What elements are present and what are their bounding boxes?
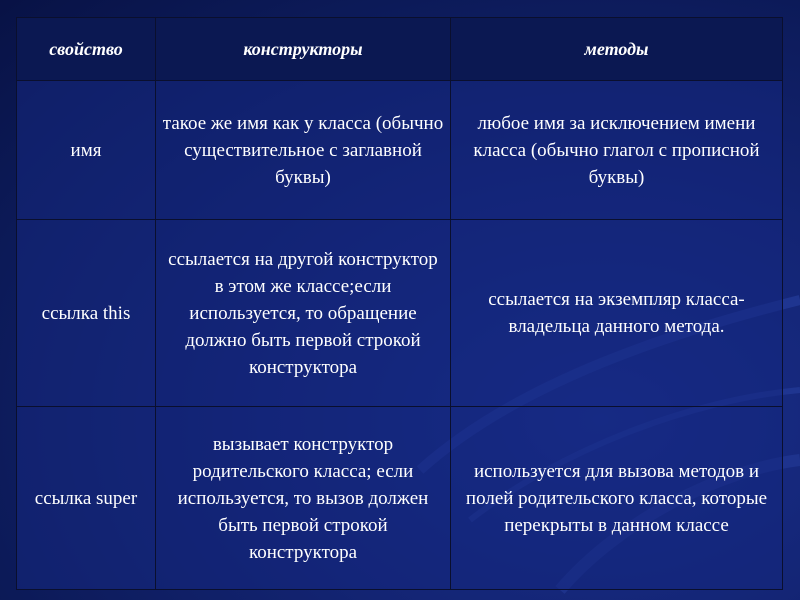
- table-row: [17, 81, 783, 220]
- cell-property: ссылка this: [17, 220, 156, 407]
- cell-methods: используется для вызова методов и полей родительского класса, которые перекрыты в данном классе: [451, 407, 783, 590]
- header-constructors: конструкторы: [156, 18, 451, 81]
- table-row: [17, 220, 783, 407]
- cell-methods: ссылается на экземпляр класса-владельца данного метода.: [451, 220, 783, 407]
- cell-property: ссылка super: [17, 407, 156, 590]
- table-row: [17, 407, 783, 590]
- comparison-table: [16, 17, 783, 590]
- cell-constructors: такое же имя как у класса (обычно существительное с заглавной буквы): [156, 81, 451, 220]
- table-header-row: [17, 18, 783, 81]
- header-methods: методы: [451, 18, 783, 81]
- cell-property: имя: [17, 81, 156, 220]
- cell-methods: любое имя за исключением имени класса (обычно глагол с прописной буквы): [451, 81, 783, 220]
- header-property: свойство: [17, 18, 156, 81]
- cell-constructors: ссылается на другой конструктор в этом же классе;если используется, то обращение должно быть первой строкой конструктора: [156, 220, 451, 407]
- cell-constructors: вызывает конструктор родительского класса; если используется, то вызов должен быть первой строкой конструктора: [156, 407, 451, 590]
